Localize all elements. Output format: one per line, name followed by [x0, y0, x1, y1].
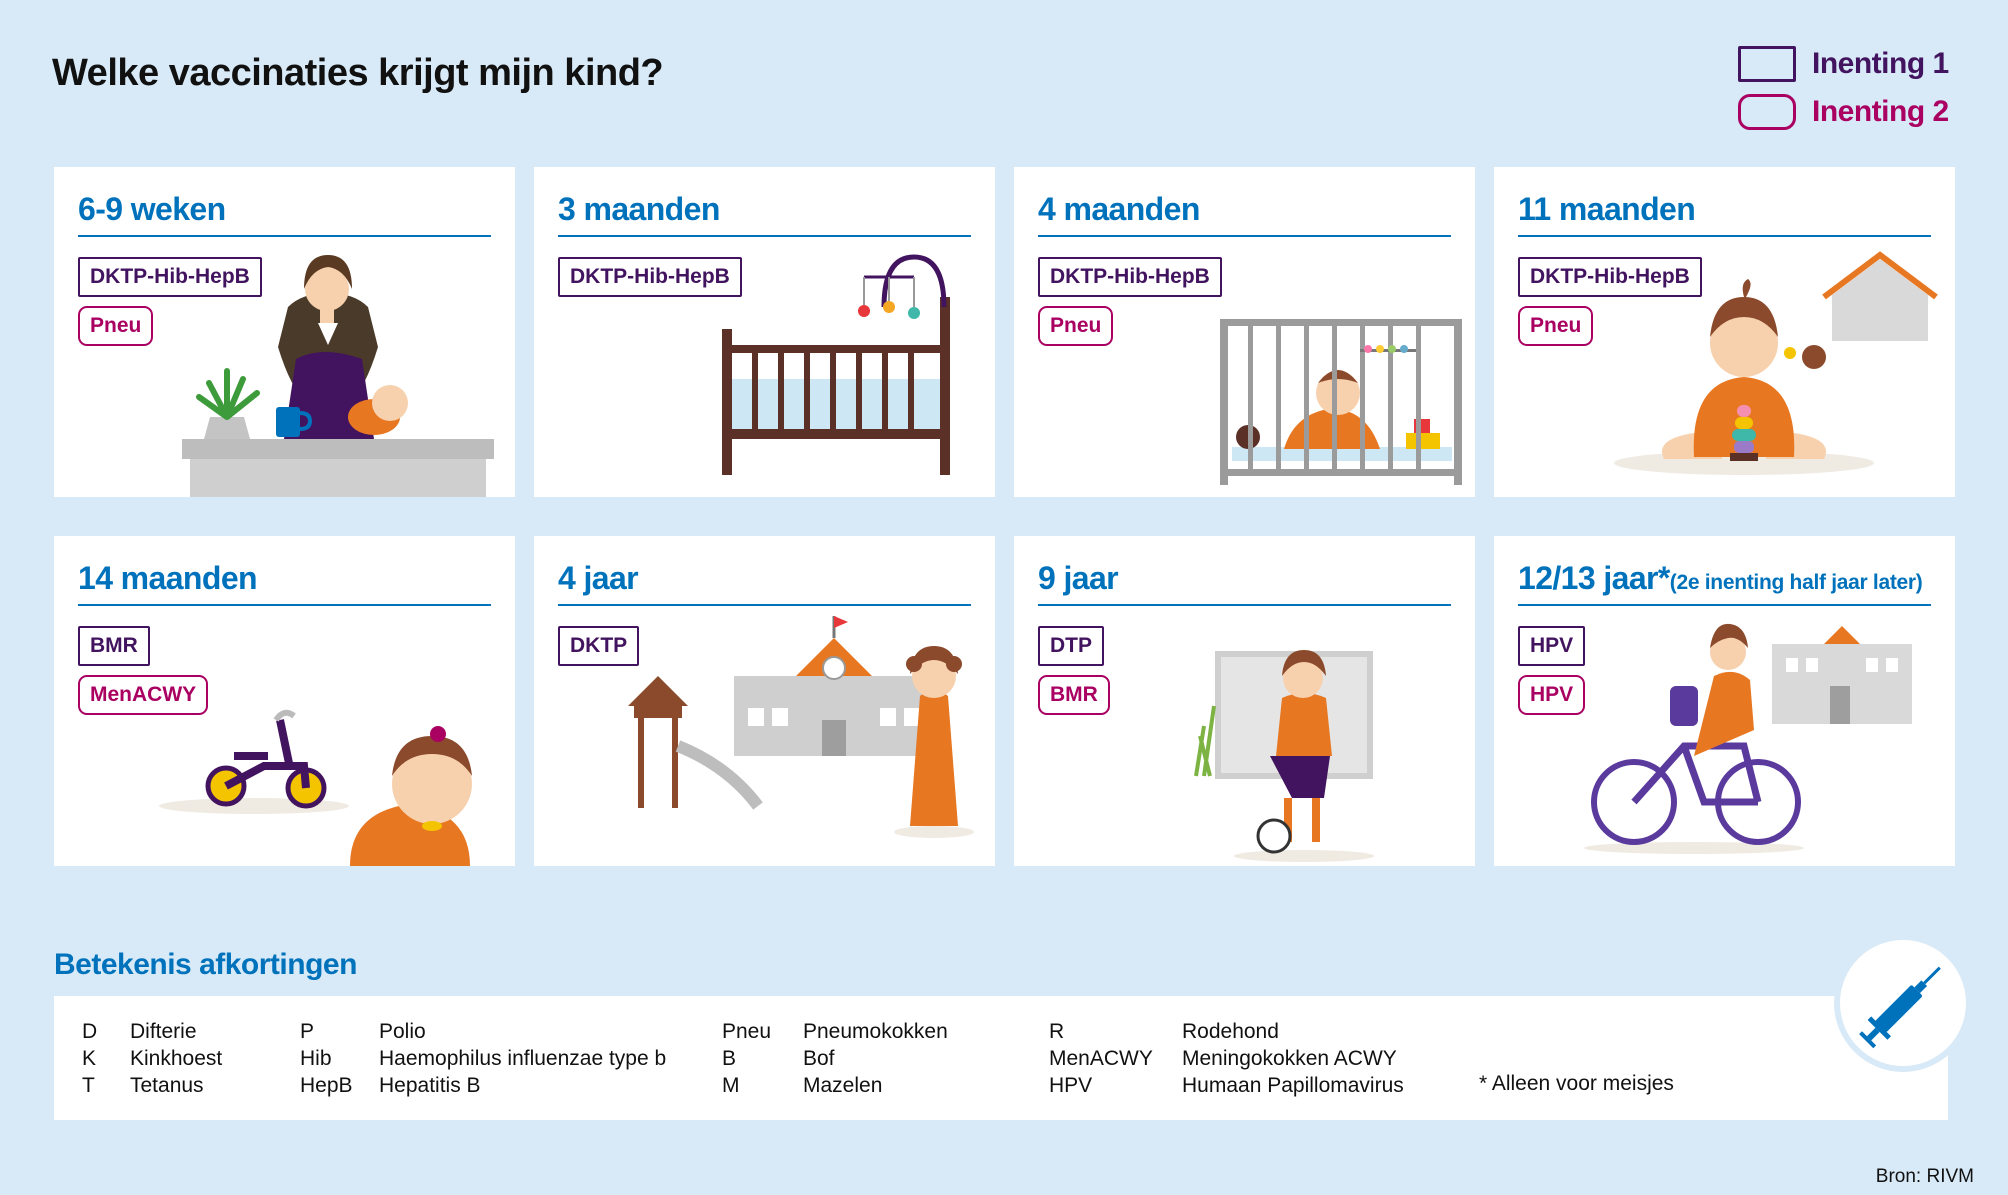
abbr-term: Mazelen — [803, 1074, 883, 1097]
legend-item-inenting-1 — [1738, 40, 1949, 88]
abbr-code: Pneu — [722, 1020, 772, 1043]
divider — [1038, 604, 1451, 606]
syringe-icon — [1840, 940, 1966, 1066]
page-title: Welke vaccinaties krijgt mijn kind? — [52, 52, 664, 94]
card-11-maanden — [1494, 167, 1955, 497]
vaccine-tag-inenting-1: DKTP-Hib-HepB — [1518, 257, 1702, 297]
card-14-maanden — [54, 536, 515, 866]
vaccine-tag-inenting-2: BMR — [1038, 675, 1110, 715]
abbr-code: P — [300, 1020, 315, 1043]
abbr-terms-col-1 — [130, 1018, 222, 1099]
vaccine-tag-inenting-2: HPV — [1518, 675, 1585, 715]
card-title-note: (2e inenting half jaar later) — [1669, 571, 1923, 594]
card-title: 3 maanden — [558, 191, 720, 227]
source-credit: Bron: RIVM — [1875, 1166, 1974, 1187]
abbr-codes-col-3 — [722, 1018, 771, 1099]
divider — [558, 604, 971, 606]
abbr-terms-col-2 — [379, 1018, 666, 1099]
abbr-codes-col-1 — [82, 1018, 97, 1099]
card-title-text: 12/13 jaar* — [1518, 560, 1670, 596]
abbr-terms-col-3 — [803, 1018, 948, 1099]
abbr-term: Polio — [379, 1020, 426, 1043]
vaccine-tag-inenting-2: MenACWY — [78, 675, 208, 715]
divider — [1038, 235, 1451, 237]
abbr-term: Bof — [803, 1047, 835, 1070]
abbr-code: R — [1049, 1020, 1065, 1043]
abbr-term: Hepatitis B — [379, 1074, 481, 1097]
divider — [1518, 604, 1931, 606]
syringe-badge — [1834, 934, 1972, 1072]
card-6-9-weken — [54, 167, 515, 497]
divider — [78, 604, 491, 606]
card-title: 14 maanden — [78, 560, 257, 596]
legend — [1738, 40, 1949, 136]
legend-swatch-inenting-2 — [1738, 94, 1796, 130]
legend-label: Inenting 2 — [1812, 95, 1949, 128]
divider — [558, 235, 971, 237]
vaccine-tag-inenting-1: DKTP-Hib-HepB — [558, 257, 742, 297]
card-title — [1518, 560, 1922, 597]
card-4-maanden — [1014, 167, 1475, 497]
abbr-term: Pneumokokken — [803, 1020, 948, 1043]
card-title: 6-9 weken — [78, 191, 226, 227]
card-4-jaar — [534, 536, 995, 866]
abbr-term: Humaan Papillomavirus — [1182, 1074, 1404, 1097]
abbr-term: Haemophilus influenzae type b — [379, 1047, 667, 1070]
abbr-term: Rodehond — [1182, 1020, 1279, 1043]
card-9-jaar — [1014, 536, 1475, 866]
vaccine-tag-inenting-1: HPV — [1518, 626, 1585, 666]
card-3-maanden — [534, 167, 995, 497]
abbr-code: HepB — [300, 1074, 353, 1097]
card-title: 9 jaar — [1038, 560, 1119, 596]
abbreviations-box — [54, 996, 1948, 1120]
abbr-code: Hib — [300, 1047, 332, 1070]
abbr-terms-col-4 — [1182, 1018, 1404, 1099]
abbr-code: M — [722, 1074, 740, 1097]
abbr-term: Tetanus — [130, 1074, 204, 1097]
vaccine-tag-inenting-1: DKTP — [558, 626, 639, 666]
abbr-term: Difterie — [130, 1020, 197, 1043]
vaccine-tag-inenting-1: DKTP-Hib-HepB — [78, 257, 262, 297]
vaccine-tag-inenting-2: Pneu — [1518, 306, 1593, 346]
abbreviations-title: Betekenis afkortingen — [54, 948, 357, 981]
abbr-code: K — [82, 1047, 97, 1070]
legend-swatch-inenting-1 — [1738, 46, 1796, 82]
card-title: 4 maanden — [1038, 191, 1200, 227]
abbr-code: B — [722, 1047, 737, 1070]
card-12-13-jaar — [1494, 536, 1955, 866]
card-title: 4 jaar — [558, 560, 639, 596]
vaccine-tag-inenting-1: DKTP-Hib-HepB — [1038, 257, 1222, 297]
divider — [1518, 235, 1931, 237]
legend-item-inenting-2 — [1738, 88, 1949, 136]
abbr-codes-col-4 — [1049, 1018, 1153, 1099]
abbr-term: Kinkhoest — [130, 1047, 223, 1070]
abbr-codes-col-2 — [300, 1018, 353, 1099]
abbr-code: HPV — [1049, 1074, 1093, 1097]
legend-label: Inenting 1 — [1812, 47, 1949, 80]
vaccine-tag-inenting-1: DTP — [1038, 626, 1104, 666]
abbr-code: D — [82, 1020, 98, 1043]
card-title: 11 maanden — [1518, 191, 1696, 227]
divider — [78, 235, 491, 237]
abbr-code: MenACWY — [1049, 1047, 1153, 1070]
footnote: * Alleen voor meisjes — [1479, 1072, 1674, 1095]
vaccine-tag-inenting-1: BMR — [78, 626, 150, 666]
abbr-code: T — [82, 1074, 95, 1097]
vaccine-tag-inenting-2: Pneu — [78, 306, 153, 346]
abbr-term: Meningokokken ACWY — [1182, 1047, 1397, 1070]
vaccine-tag-inenting-2: Pneu — [1038, 306, 1113, 346]
